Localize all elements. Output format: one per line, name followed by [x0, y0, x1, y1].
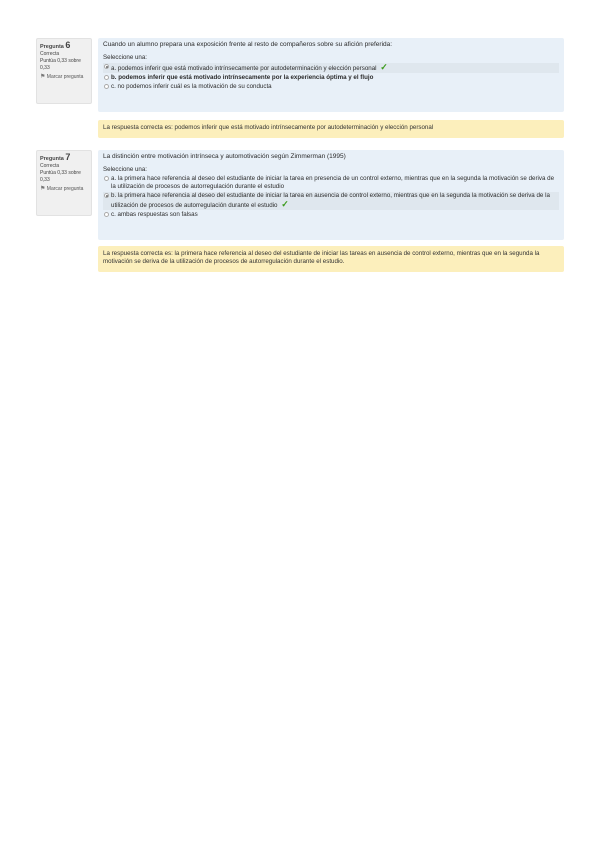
question-content [98, 38, 564, 112]
question-info [36, 38, 92, 104]
flag-label: Marcar pregunta [46, 186, 84, 192]
check-icon: ✓ [281, 199, 289, 209]
question-label: Pregunta [40, 156, 64, 162]
question-score: Puntúa 0,33 sobre 0,33 [40, 58, 81, 71]
flag-question-link[interactable] [40, 74, 88, 81]
flag-label: Marcar pregunta [46, 74, 84, 80]
radio-button[interactable] [104, 64, 109, 69]
radio-button[interactable] [104, 176, 109, 181]
answer-text: b. la primera hace referencia al deseo del estudiante de iniciar la tarea en ausencia de control externo, mientras que en la segunda la motivación se deriva de la utilización de procesos de autorregulación durante el estudio [111, 192, 550, 209]
answer-option-b[interactable] [103, 192, 559, 210]
correct-answer-feedback: La respuesta correcta es: podemos inferir que está motivado intrínsecamente por autodeterminación y elección personal [98, 120, 564, 138]
select-label: Seleccione una: [103, 166, 148, 173]
question-num: 6 [65, 40, 71, 50]
question-content [98, 150, 564, 240]
correct-answer-feedback: La respuesta correcta es: la primera hace referencia al deseo del estudiante de iniciar las tareas en ausencia de control externo, mientras que en la segunda la motivación se deriva de la utilización de procesos de autorregulación durante el estudio. [98, 246, 564, 272]
flag-question-link[interactable] [40, 186, 88, 193]
answer-text: a. la primera hace referencia al deseo del estudiante de iniciar la tarea en presencia de un control externo, mientras que en la segunda la motivación se deriva de la utilización de procesos de autorregulación durante el estudio [111, 175, 555, 190]
answer-option-a[interactable] [103, 63, 559, 73]
answer-text: c. no podemos inferir cuál es la motivación de su conducta [111, 83, 272, 90]
question-status: Correcta [40, 163, 60, 169]
check-icon: ✓ [380, 62, 388, 72]
question-label: Pregunta [40, 44, 64, 50]
answer-text: c. ambas respuestas son falsas [111, 211, 198, 218]
question-prompt: La distinción entre motivación intrínseca y automotivación según Zimmerman (1995) [103, 153, 346, 160]
radio-button[interactable] [104, 84, 109, 89]
answer-text: b. podemos inferir que está motivado intrínsecamente por la experiencia óptima y el flujo [111, 74, 374, 81]
question-score: Puntúa 0,33 sobre 0,33 [40, 170, 81, 183]
answer-option-a[interactable] [103, 175, 559, 191]
question-num: 7 [65, 152, 71, 162]
answer-option-c[interactable] [103, 211, 559, 219]
question-number [40, 154, 88, 163]
radio-button[interactable] [104, 193, 109, 198]
question-info [36, 150, 92, 216]
question-prompt: Cuando un alumno prepara una exposición frente al resto de compañeros sobre su afición preferida: [103, 41, 393, 48]
flag-icon: ⚑ [40, 74, 46, 80]
radio-button[interactable] [104, 75, 109, 80]
answer-option-b[interactable] [103, 74, 559, 82]
question-number [40, 42, 88, 51]
select-label: Seleccione una: [103, 54, 148, 61]
question-status: Correcta [40, 51, 60, 57]
answer-text: a. podemos inferir que está motivado intrínsecamente por autodeterminación y elección personal [111, 65, 377, 72]
flag-icon: ⚑ [40, 186, 46, 192]
answer-option-c[interactable] [103, 83, 559, 91]
radio-button[interactable] [104, 212, 109, 217]
